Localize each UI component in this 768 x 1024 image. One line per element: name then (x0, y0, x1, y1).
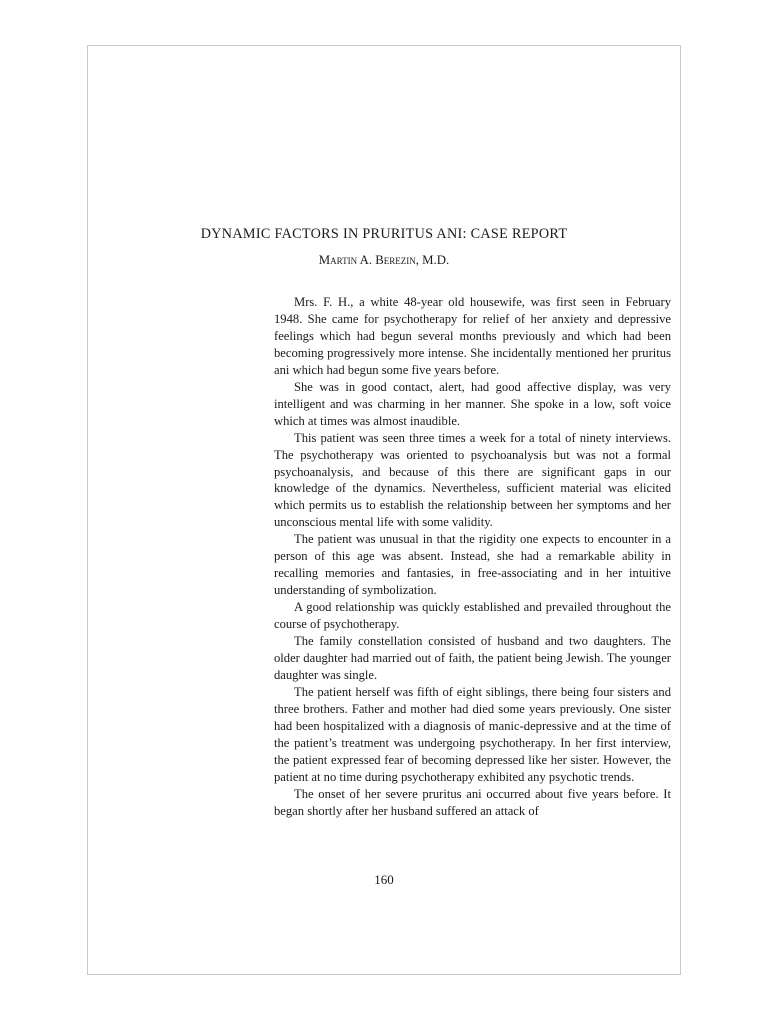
page (87, 45, 681, 975)
author-name: Martin A. Berezin (318, 253, 416, 267)
paragraph: She was in good contact, alert, had good affective display, was very intelligent and was charming in her manner. She spoke in a low, soft voice which at times was almost inaudible. (274, 379, 671, 428)
author-line (88, 253, 680, 268)
paragraph: This patient was seen three times a week for a total of ninety interviews. The psychotherapy was oriented to psychoanalysis but was not a formal psychoanalysis, and because of this there are significant gaps in our knowledge of the dynamics. Nevertheless, sufficient material was elicited which permits us to establish the relationship between her symptoms and her unconscious mental life with some validity. (274, 430, 671, 530)
paragraph: The patient herself was fifth of eight siblings, there being four sisters and three brothers. Father and mother had died some years previously. One sister had been hospitalized with a diagnosis of manic-depressive and at the time of the patient’s treatment was undergoing psychotherapy. In her first interview, the patient expressed fear of becoming depressed like her sister. However, the patient at no time during psychotherapy exhibited any psychotic trends. (274, 684, 671, 784)
paragraph: The onset of her severe pruritus ani occurred about five years before. It began shortly after her husband suffered an attack of (274, 786, 671, 818)
page-number: 160 (374, 872, 394, 887)
body-text (274, 294, 671, 820)
author-degree: , M.D. (415, 253, 450, 267)
paragraph: Mrs. F. H., a white 48-year old housewife, was first seen in February 1948. She came for psychotherapy for relief of her anxiety and depressive feelings which had begun several months previously and which had been becoming progressively more intense. She incidentally mentioned her pruritus ani which had begun some five years before. (274, 295, 671, 377)
paragraph: The family constellation consisted of husband and two daughters. The older daughter had married out of faith, the patient being Jewish. The younger daughter was single. (274, 634, 671, 682)
paragraph: A good relationship was quickly established and prevailed throughout the course of psychotherapy. (274, 600, 671, 632)
paper-title: DYNAMIC FACTORS IN PRURITUS ANI: CASE REPORT (200, 226, 568, 242)
paragraph: The patient was unusual in that the rigidity one expects to encounter in a person of this age was absent. Instead, she had a remarkable ability in recalling memories and fantasies, in free-associating and in her intuitive understanding of symbolization. (274, 532, 671, 598)
